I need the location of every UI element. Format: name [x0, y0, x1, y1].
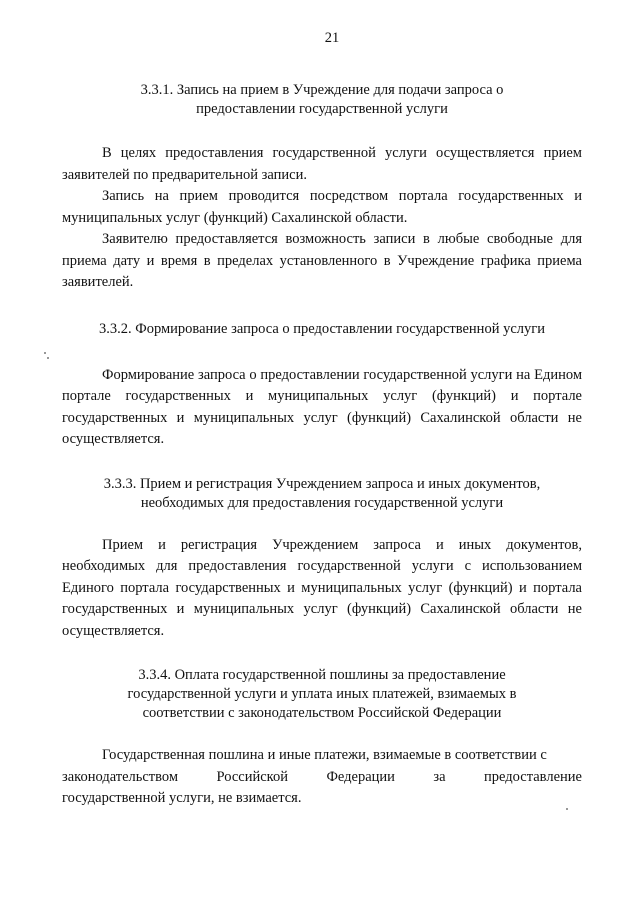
paragraph: Формирование запроса о предоставлении государственной услуги на Едином портале государственных и муниципальных услуг (функций) и портале государственных и муниципальных услуг (функций) Сахалинской области не осуществляется.	[62, 366, 582, 447]
scan-speck	[566, 808, 568, 810]
word: законодательством	[62, 768, 179, 785]
scan-speck	[44, 352, 46, 354]
heading-line: государственной услуги и уплата иных платежей, взимаемых в	[127, 686, 517, 702]
word: за	[433, 768, 446, 785]
section-body-3-3-2	[62, 365, 582, 451]
heading-line: необходимых для предоставления государственной услуги	[140, 494, 504, 511]
section-heading-3-3-3	[62, 475, 582, 513]
heading-line: 3.3.3. Прием и регистрация Учреждением запроса и иных документов,	[103, 475, 541, 492]
section-heading-3-3-4	[62, 666, 582, 723]
scan-speck	[47, 357, 49, 359]
paragraph: Заявителю предоставляется возможность записи в любые свободные для приема дату и время в пределах установленного в Учреждение графика приема заявителей.	[62, 231, 582, 290]
section-body-3-3-3	[62, 535, 582, 643]
paragraph-first-line: Государственная пошлина и иные платежи, взимаемые в соответствии с	[102, 747, 547, 763]
heading-line: соответствии с законодательством Российской Федерации	[142, 705, 502, 721]
heading-line: предоставлении государственной услуги	[196, 101, 448, 117]
section-body-3-3-1	[62, 143, 582, 294]
heading-line: 3.3.1. Запись на прием в Учреждение для подачи запроса о	[140, 82, 504, 98]
word: Федерации	[326, 768, 395, 785]
section-body-3-3-4	[62, 745, 582, 810]
page-number: 21	[324, 30, 340, 46]
section-heading-3-3-2	[62, 320, 582, 339]
paragraph: В целях предоставления государственной услуги осуществляется прием заявителей по предварительной записи.	[62, 145, 582, 183]
paragraph-spaced-line	[62, 767, 582, 789]
heading-line: 3.3.4. Оплата государственной пошлины за предоставление	[138, 667, 506, 683]
heading-line: 3.3.2. Формирование запроса о предоставлении государственной услуги	[99, 320, 545, 337]
word: Российской	[216, 768, 288, 785]
word: предоставление	[484, 768, 582, 785]
section-heading-3-3-1	[62, 81, 582, 119]
paragraph: Запись на прием проводится посредством портала государственных и муниципальных услуг (функций) Сахалинской области.	[62, 188, 582, 226]
paragraph: Прием и регистрация Учреждением запроса и иных документов, необходимых для предоставления государственной услуги с использованием Единого портала государственных и муниципальных услуг (функций) и портала государственных и муниципальных услуг (функций) Сахалинской области не осуществляется.	[62, 536, 582, 639]
paragraph-last-line: государственной услуги, не взимается.	[62, 790, 302, 806]
